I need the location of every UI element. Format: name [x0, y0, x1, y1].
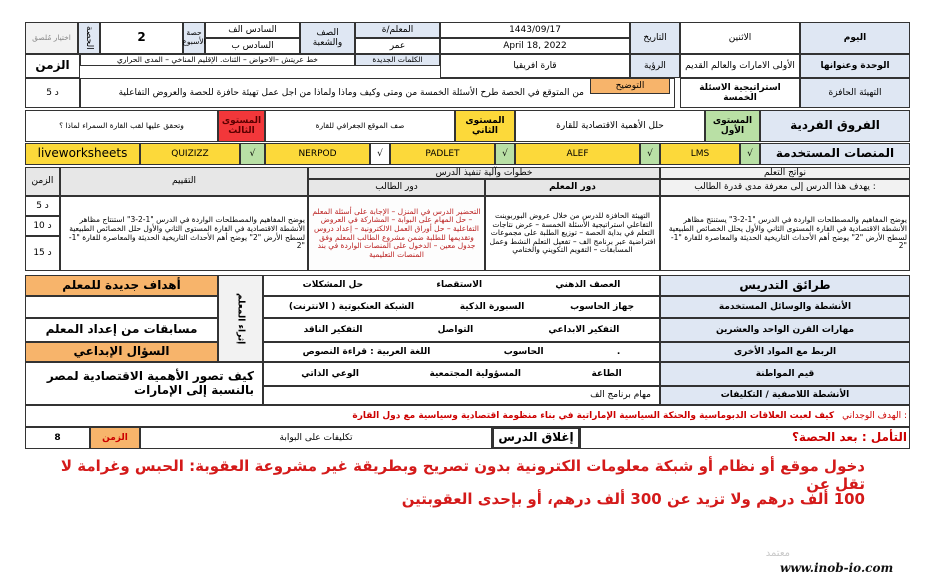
warmup-strategy: استراتيجية الاسئلة الخمسة	[680, 78, 800, 108]
check-mark-padlet: √	[495, 143, 515, 165]
teacher-prep: مسابقات من إعداد المعلم	[25, 318, 218, 342]
teacher-role-text: التهيئة الحافزة للدرس من خلال عروض البوربوينت التفاعلي استراتيجية الأسئلة الخمسة – عرض نتاجات التعلم في بداية الحصة – توزيع الطلبة على مجموعات افتراضية عبر برنامج الف – تفعيل التعلم النشط وعمل المسابقات – التقويم التكويني والختامي	[485, 196, 660, 271]
platform-padlet: PADLET	[390, 143, 495, 165]
activity-1: الشبكة العنكبوتية ( الانترنت)	[288, 301, 415, 312]
vision-value: قارة افريقيا	[440, 54, 630, 78]
student-role-label: دور الطالب	[308, 179, 485, 196]
link-label: الربط مع المواد الأخرى	[660, 342, 910, 362]
check-mark-nerpod: √	[370, 143, 390, 165]
value-3: الطاعة	[591, 368, 622, 379]
keywords-value: خط عريتش –الاحواض – الثناث. الإقليم المناخي – المدى الحراري	[80, 54, 355, 66]
differences-label: الفروق الفردية	[760, 110, 910, 142]
vision-label: الرؤية	[630, 54, 680, 78]
side-label: اختيار مُلصق	[25, 22, 78, 54]
footer-time-label: الزمن	[90, 427, 140, 449]
level2-text: صف الموقع الجغرافي للقارة	[265, 110, 455, 142]
watermark: www.inob-io.com	[780, 561, 894, 575]
skill-3: التفكير الابداعي	[548, 324, 620, 335]
emotional-text: كيف لعبت العلاقات الدبوماسية والحنكة السياسية الإماراتية في بناء منظومة اقتصادية وسياسية مع دول القارة	[352, 410, 835, 421]
outcomes-label: نواتج التعلم	[660, 167, 910, 179]
clarify-label: التوضيح	[590, 78, 670, 94]
level3-label: المستوى الثالث	[218, 110, 265, 142]
activities-label: الأنشطة والوسائل المستخدمة	[660, 296, 910, 318]
skill-1: التفكير الناقد	[303, 324, 363, 335]
value-2: المسؤولية المجتمعية	[429, 368, 521, 379]
time-slot-2: 10 د	[25, 216, 60, 236]
new-goals-label: أهداف جديدة للمعلم	[25, 275, 218, 296]
faded-stamp: معتمد	[765, 548, 790, 559]
citizenship-label: قيم المواطنة	[660, 362, 910, 386]
check-mark-alef: √	[640, 143, 660, 165]
link-2: الحاسوب	[503, 346, 544, 357]
lesson-time-label: الزمن	[25, 167, 60, 196]
activity-2: السبورة الذكية	[459, 301, 525, 312]
skills-label: مهارات القرن الواحد والعشرين	[660, 318, 910, 342]
assessment-text: يوضح المفاهيم والمصطلحات الواردة في الدرس "1-2-3" استنتاج مظاهر الأنشطة الاقتصادية في القارة المستوى الثاني والأول حلل الخصائص الطبيعية لسطح الأرض "2" يوضح أهم الأحداث التاريخية الحديثة والمعاصرة للقارة "1-2"	[60, 196, 308, 271]
creative-question-label: السؤال الإبداعي	[25, 342, 218, 362]
teacher-role-label: دور المعلم	[485, 179, 660, 196]
emotional-label: الهدف الوجداني :	[842, 410, 907, 421]
methods-label: طرائق التدريس	[660, 275, 910, 296]
week-label: حصة الأسبوع	[183, 22, 205, 54]
warning-line-2: 100 ألف درهم ولا تزيد عن 300 ألف درهم، أو بإحدى العقوبتين	[401, 490, 865, 508]
platform-quizizz: QUIZIZZ	[140, 143, 240, 165]
extra-activities-text: مهام برنامج الف	[263, 386, 660, 405]
date-label: التاريخ	[630, 22, 680, 54]
day-value: الاثنين	[680, 22, 800, 54]
link-1: اللغة العربية : قراءة النصوص	[302, 346, 431, 357]
level1-text: حلل الأهمية الاقتصادية للقارة	[515, 110, 705, 142]
platform-lms: LMS	[660, 143, 740, 165]
grade-b: السادس ب	[205, 38, 300, 54]
close-lesson-label: إغلاق الدرس	[492, 427, 580, 449]
day-label: اليوم	[800, 22, 910, 54]
platform-nerpod: NERPOD	[265, 143, 370, 165]
date-hijri: 1443/09/17	[440, 22, 630, 38]
period-label: الحصة	[78, 22, 100, 54]
close-lesson-text: تكليفات على البوابة	[140, 427, 492, 449]
activity-3: جهاز الحاسوب	[570, 301, 635, 312]
value-1: الوعي الذاتي	[301, 368, 359, 379]
period-value: 2	[100, 22, 183, 54]
extra-activities-label: الأنشطة اللاصفية / التكليفات	[660, 386, 910, 405]
grade-label: الصف والشعبة	[300, 22, 355, 54]
warning-line-1: دخول موقع أو نظام أو شبكة معلومات الكترونية بدون تصريح وبطريقة غير مشروعة العقوبة: الحبس وغرامة لا تقل عن	[60, 457, 865, 493]
level2-label: المستوى الثاني	[455, 110, 515, 142]
warmup-time: 5 د	[25, 78, 80, 108]
footer-time-value: 8	[25, 427, 90, 449]
teacher-value: عمر	[355, 38, 440, 54]
platform-liveworksheets: liveworksheets	[25, 143, 140, 165]
check-mark-quizizz: √	[240, 143, 265, 165]
link-3: .	[616, 346, 621, 357]
assessment-label: التقييم	[60, 167, 308, 196]
platform-alef: ALEF	[515, 143, 640, 165]
level3-text: وتحقق عليها لقب القارة السمراء لماذا ؟	[25, 110, 218, 142]
time-label: الزمن	[25, 54, 80, 78]
level1-label: المستوى الأول	[705, 110, 760, 142]
time-slot-1: 5 د	[25, 196, 60, 216]
grade-a: السادس الف	[205, 22, 300, 38]
warmup-text: من المتوقع في الحصة طرح الأسئلة الخمسة من ومتى وكيف وماذا ولماذا من اجل عمل تهيئة حافزة للحصة والعروض التفاعلية	[80, 78, 675, 108]
method-3: العصف الذهني	[555, 280, 621, 291]
student-role-text: التحضير الدرس في المنزل – الإجابة على أسئلة المعلم – حل المهام على البوابة – المشاركة في العروض التفاعلية – حل أوراق العمل الالكترونية – إعداد دروس وتقديمها للطلبة ضمن مشروع الطالب المعلم وفق جدول معين – الدخول على المنصات الواردة في بند المنصات التعليمية	[308, 196, 485, 271]
date-gregorian: April 18, 2022	[440, 38, 630, 54]
outcomes-text: يوضح المفاهيم والمصطلحات الواردة في الدرس "1-2-3" يستنتج مظاهر الأنشطة الاقتصادية في القارة المستوى الثاني والأول يحلل الخصائص الطبيعية لسطح الأرض "2" يوضح أهم الأحداث التاريخية الحديثة والمعاصرة للقارة "1-2"	[660, 196, 910, 271]
method-2: الاستقصاء	[436, 280, 483, 291]
keywords-label: الكلمات الجديدة	[355, 54, 440, 66]
skill-2: التواصل	[437, 324, 474, 335]
enrichment-label: إثراء المعلم	[218, 275, 263, 362]
unit-value: الأولى الامارات والعالم القديم	[680, 54, 800, 78]
teacher-label: المعلم/ة	[355, 22, 440, 38]
warmup-label: التهيئة الحافزة	[800, 78, 910, 108]
outcomes-goal: يهدف هذا الدرس إلى معرفة مدى قدرة الطالب :	[660, 179, 910, 196]
reflect-label: التأمل : بعد الحصة؟	[791, 430, 907, 445]
platforms-label: المنصات المستخدمة	[760, 143, 910, 165]
check-mark-lms: √	[740, 143, 760, 165]
creative-question-text: كيف تصور الأهمية الاقتصادية لمصر بالنسبة إلى الإمارات	[25, 362, 263, 405]
method-1: حل المشكلات	[302, 280, 364, 291]
time-slot-3: 15 د	[25, 236, 60, 271]
unit-label: الوحدة وعنوانها	[800, 54, 910, 78]
steps-label: خطوات وآلية تنفيذ الدرس	[308, 167, 660, 179]
